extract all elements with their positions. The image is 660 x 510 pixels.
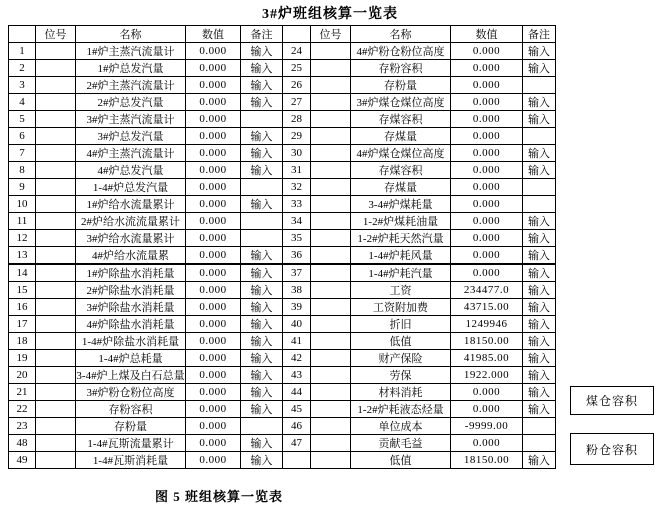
pos-cell xyxy=(36,299,76,316)
remark-cell: 输入 xyxy=(523,333,556,350)
name-cell: 3#炉给水流量累计 xyxy=(76,230,186,247)
remark-cell xyxy=(241,111,283,128)
remark-cell: 输入 xyxy=(241,350,283,367)
header-pos-left: 位号 xyxy=(36,26,76,43)
table-row xyxy=(9,94,556,111)
remark-cell: 输入 xyxy=(523,247,556,265)
name-cell: 3-4#炉上煤及白石总量 xyxy=(76,367,186,384)
table-row xyxy=(9,111,556,128)
value-cell[interactable]: 0.000 xyxy=(186,435,241,452)
row-number-cell: 23 xyxy=(9,418,36,435)
remark-cell: 输入 xyxy=(241,401,283,418)
pos-cell xyxy=(311,452,351,469)
table-row xyxy=(9,282,556,299)
header-value-left: 数值 xyxy=(186,26,241,43)
pos-cell xyxy=(36,452,76,469)
table-row xyxy=(9,247,556,265)
name-cell: 3#炉粉仓粉位高度 xyxy=(76,384,186,401)
table-row xyxy=(9,418,556,435)
pos-cell xyxy=(311,60,351,77)
pos-cell xyxy=(36,367,76,384)
pos-cell xyxy=(36,213,76,230)
remark-cell xyxy=(523,179,556,196)
remark-cell xyxy=(241,230,283,247)
header-blank-right xyxy=(283,26,311,43)
row-number-cell: 43 xyxy=(283,367,311,384)
header-value-right: 数值 xyxy=(451,26,523,43)
remark-cell: 输入 xyxy=(523,43,556,60)
row-number-cell: 29 xyxy=(283,128,311,145)
name-cell: 1-2#炉耗天然汽量 xyxy=(351,230,451,247)
remark-cell: 输入 xyxy=(523,230,556,247)
row-number-cell: 34 xyxy=(283,213,311,230)
pos-cell xyxy=(311,435,351,452)
remark-cell: 输入 xyxy=(241,333,283,350)
remark-cell: 输入 xyxy=(523,367,556,384)
remark-cell: 输入 xyxy=(523,316,556,333)
page-title: 3#炉班组核算一览表 xyxy=(262,7,398,22)
name-cell: 单位成本 xyxy=(351,418,451,435)
row-number-cell: 5 xyxy=(9,111,36,128)
name-cell: 1-4#炉除盐水消耗量 xyxy=(76,333,186,350)
value-cell[interactable]: 0.000 xyxy=(451,162,523,179)
name-cell: 1-2#炉煤耗油量 xyxy=(351,213,451,230)
pos-cell xyxy=(36,128,76,145)
value-cell[interactable]: 0.000 xyxy=(186,77,241,94)
remark-cell xyxy=(523,196,556,213)
remark-cell: 输入 xyxy=(523,94,556,111)
row-number-cell: 27 xyxy=(283,94,311,111)
remark-cell: 输入 xyxy=(241,299,283,316)
pos-cell xyxy=(36,418,76,435)
remark-cell: 输入 xyxy=(523,350,556,367)
remark-cell: 输入 xyxy=(523,111,556,128)
row-number-cell: 30 xyxy=(283,145,311,162)
name-cell: 4#炉除盐水消耗量 xyxy=(76,316,186,333)
remark-cell: 输入 xyxy=(241,247,283,265)
name-cell: 2#炉总发汽量 xyxy=(76,94,186,111)
table-row xyxy=(9,367,556,384)
name-cell: 3-4#炉煤耗量 xyxy=(351,196,451,213)
table-row xyxy=(9,162,556,179)
row-number-cell: 35 xyxy=(283,230,311,247)
value-cell[interactable]: 0.000 xyxy=(451,264,523,282)
pos-cell xyxy=(311,162,351,179)
powder-bunker-volume-button[interactable]: 粉仓容积 xyxy=(570,433,654,465)
value-cell[interactable]: 0.000 xyxy=(451,179,523,196)
pos-cell xyxy=(36,60,76,77)
value-cell[interactable]: 0.000 xyxy=(451,230,523,247)
remark-cell: 输入 xyxy=(523,452,556,469)
name-cell: 财产保险 xyxy=(351,350,451,367)
row-number-cell: 45 xyxy=(283,401,311,418)
table-row xyxy=(9,401,556,418)
coal-bunker-volume-button[interactable]: 煤仓容积 xyxy=(570,386,654,415)
value-cell[interactable]: 0.000 xyxy=(451,435,523,452)
remark-cell: 输入 xyxy=(241,196,283,213)
remark-cell xyxy=(523,435,556,452)
remark-cell: 输入 xyxy=(241,316,283,333)
pos-cell xyxy=(311,145,351,162)
pos-cell xyxy=(36,43,76,60)
row-number-cell: 46 xyxy=(283,418,311,435)
value-cell[interactable]: 0.000 xyxy=(186,43,241,60)
row-number-cell: 24 xyxy=(283,43,311,60)
remark-cell: 输入 xyxy=(241,367,283,384)
value-cell[interactable]: 0.000 xyxy=(186,196,241,213)
name-cell: 存粉容积 xyxy=(351,60,451,77)
remark-cell: 输入 xyxy=(241,162,283,179)
name-cell: 1-4#炉耗汽量 xyxy=(351,264,451,282)
row-number-cell: 48 xyxy=(9,435,36,452)
name-cell: 1-4#炉耗风量 xyxy=(351,247,451,265)
name-cell: 1-4#瓦斯消耗量 xyxy=(76,452,186,469)
row-number-cell: 40 xyxy=(283,316,311,333)
value-cell[interactable]: 0.000 xyxy=(451,213,523,230)
row-number-cell: 2 xyxy=(9,60,36,77)
pos-cell xyxy=(311,333,351,350)
header-remark-left: 备注 xyxy=(241,26,283,43)
value-cell[interactable]: 0.000 xyxy=(451,145,523,162)
name-cell: 劳保 xyxy=(351,367,451,384)
pos-cell xyxy=(36,282,76,299)
pos-cell xyxy=(36,435,76,452)
pos-cell xyxy=(36,401,76,418)
value-cell[interactable]: 0.000 xyxy=(451,43,523,60)
remark-cell xyxy=(241,213,283,230)
row-number-cell: 11 xyxy=(9,213,36,230)
value-cell[interactable]: 0.000 xyxy=(186,213,241,230)
value-cell[interactable]: 0.000 xyxy=(186,145,241,162)
name-cell: 4#炉主蒸汽流量计 xyxy=(76,145,186,162)
value-cell[interactable]: 0.000 xyxy=(186,401,241,418)
value-cell[interactable]: -9999.00 xyxy=(451,418,523,435)
value-cell[interactable]: 0.000 xyxy=(186,299,241,316)
remark-cell: 输入 xyxy=(241,384,283,401)
row-number-cell: 39 xyxy=(283,299,311,316)
name-cell: 3#炉除盐水消耗量 xyxy=(76,299,186,316)
row-number-cell: 22 xyxy=(9,401,36,418)
name-cell: 2#炉除盐水消耗量 xyxy=(76,282,186,299)
pos-cell xyxy=(311,299,351,316)
name-cell: 1-4#炉总耗量 xyxy=(76,350,186,367)
name-cell: 存煤量 xyxy=(351,128,451,145)
remark-cell: 输入 xyxy=(241,282,283,299)
name-cell: 存粉量 xyxy=(351,77,451,94)
pos-cell xyxy=(311,282,351,299)
row-number-cell: 20 xyxy=(9,367,36,384)
header-pos-right: 位号 xyxy=(311,26,351,43)
row-number-cell: 16 xyxy=(9,299,36,316)
remark-cell xyxy=(241,179,283,196)
pos-cell xyxy=(311,94,351,111)
row-number-cell: 44 xyxy=(283,384,311,401)
name-cell: 材料消耗 xyxy=(351,384,451,401)
remark-cell: 输入 xyxy=(241,264,283,282)
value-cell[interactable]: 0.000 xyxy=(186,333,241,350)
row-number-cell: 12 xyxy=(9,230,36,247)
table-row xyxy=(9,264,556,282)
name-cell: 低值 xyxy=(351,333,451,350)
row-number-cell: 36 xyxy=(283,247,311,265)
remark-cell: 输入 xyxy=(241,43,283,60)
value-cell[interactable]: 0.000 xyxy=(186,418,241,435)
pos-cell xyxy=(36,94,76,111)
pos-cell xyxy=(36,316,76,333)
table-row xyxy=(9,333,556,350)
value-cell[interactable]: 18150.00 xyxy=(451,333,523,350)
row-number-cell: 10 xyxy=(9,196,36,213)
value-cell[interactable]: 0.000 xyxy=(451,94,523,111)
name-cell: 低值 xyxy=(351,452,451,469)
name-cell: 存煤量 xyxy=(351,179,451,196)
name-cell: 3#炉煤仓煤位高度 xyxy=(351,94,451,111)
table-row xyxy=(9,128,556,145)
pos-cell xyxy=(311,128,351,145)
remark-cell: 输入 xyxy=(523,401,556,418)
table-body xyxy=(9,43,556,469)
remark-cell: 输入 xyxy=(241,77,283,94)
name-cell: 工资附加费 xyxy=(351,299,451,316)
remark-cell xyxy=(523,128,556,145)
row-number-cell: 18 xyxy=(9,333,36,350)
row-number-cell: 42 xyxy=(283,350,311,367)
table-row xyxy=(9,384,556,401)
row-number-cell: 15 xyxy=(9,282,36,299)
pos-cell xyxy=(36,333,76,350)
value-cell[interactable]: 1249946 xyxy=(451,316,523,333)
pos-cell xyxy=(311,213,351,230)
pos-cell xyxy=(311,418,351,435)
name-cell: 1#炉除盐水消耗量 xyxy=(76,264,186,282)
value-cell[interactable]: 0.000 xyxy=(186,350,241,367)
name-cell: 3#炉总发汽量 xyxy=(76,128,186,145)
value-cell[interactable]: 0.000 xyxy=(186,384,241,401)
value-cell[interactable]: 0.000 xyxy=(186,230,241,247)
header-name-right: 名称 xyxy=(351,26,451,43)
value-cell[interactable]: 0.000 xyxy=(186,111,241,128)
pos-cell xyxy=(36,162,76,179)
pos-cell xyxy=(36,350,76,367)
name-cell: 存粉容积 xyxy=(76,401,186,418)
name-cell: 1-4#炉总发汽量 xyxy=(76,179,186,196)
table-row xyxy=(9,43,556,60)
figure-caption: 图 5 班组核算一览表 xyxy=(155,489,284,504)
pos-cell xyxy=(36,247,76,265)
row-number-cell: 31 xyxy=(283,162,311,179)
value-cell[interactable]: 234477.0 xyxy=(451,282,523,299)
table-header-row xyxy=(9,26,556,43)
row-number-cell: 14 xyxy=(9,264,36,282)
value-cell[interactable]: 0.000 xyxy=(186,162,241,179)
pos-cell xyxy=(36,196,76,213)
name-cell: 工资 xyxy=(351,282,451,299)
row-number-cell: 8 xyxy=(9,162,36,179)
row-number-cell: 7 xyxy=(9,145,36,162)
value-cell[interactable]: 0.000 xyxy=(451,77,523,94)
remark-cell: 输入 xyxy=(241,94,283,111)
value-cell[interactable]: 0.000 xyxy=(186,264,241,282)
pos-cell xyxy=(36,230,76,247)
name-cell: 4#炉给水流量累 xyxy=(76,247,186,265)
row-number-cell: 32 xyxy=(283,179,311,196)
remark-cell: 输入 xyxy=(523,213,556,230)
pos-cell xyxy=(311,230,351,247)
value-cell[interactable]: 18150.00 xyxy=(451,452,523,469)
row-number-cell: 17 xyxy=(9,316,36,333)
row-number-cell: 37 xyxy=(283,264,311,282)
table-row xyxy=(9,350,556,367)
pos-cell xyxy=(311,384,351,401)
name-cell: 存粉量 xyxy=(76,418,186,435)
pos-cell xyxy=(36,179,76,196)
remark-cell: 输入 xyxy=(523,264,556,282)
name-cell: 1#炉主蒸汽流量计 xyxy=(76,43,186,60)
value-cell[interactable]: 0.000 xyxy=(186,452,241,469)
value-cell[interactable]: 0.000 xyxy=(186,247,241,265)
value-cell[interactable]: 0.000 xyxy=(186,60,241,77)
accounting-table xyxy=(8,25,556,469)
name-cell: 1-4#瓦斯流量累计 xyxy=(76,435,186,452)
remark-cell: 输入 xyxy=(523,145,556,162)
row-number-cell: 25 xyxy=(283,60,311,77)
value-cell[interactable]: 0.000 xyxy=(451,247,523,265)
name-cell: 折旧 xyxy=(351,316,451,333)
pos-cell xyxy=(311,401,351,418)
pos-cell xyxy=(36,145,76,162)
value-cell[interactable]: 0.000 xyxy=(451,111,523,128)
row-number-cell: 3 xyxy=(9,77,36,94)
name-cell: 4#炉总发汽量 xyxy=(76,162,186,179)
pos-cell xyxy=(311,316,351,333)
name-cell: 3#炉主蒸汽流量计 xyxy=(76,111,186,128)
pos-cell xyxy=(36,77,76,94)
table-row xyxy=(9,179,556,196)
remark-cell: 输入 xyxy=(241,60,283,77)
value-cell[interactable]: 0.000 xyxy=(186,316,241,333)
value-cell[interactable]: 0.000 xyxy=(186,367,241,384)
pos-cell xyxy=(36,384,76,401)
remark-cell xyxy=(241,418,283,435)
name-cell: 1#炉给水流量累计 xyxy=(76,196,186,213)
row-number-cell: 6 xyxy=(9,128,36,145)
value-cell[interactable]: 0.000 xyxy=(451,384,523,401)
remark-cell: 输入 xyxy=(523,299,556,316)
row-number-cell: 41 xyxy=(283,333,311,350)
remark-cell: 输入 xyxy=(241,435,283,452)
table-row xyxy=(9,60,556,77)
pos-cell xyxy=(311,350,351,367)
remark-cell: 输入 xyxy=(523,60,556,77)
row-number-cell: 9 xyxy=(9,179,36,196)
value-cell[interactable]: 0.000 xyxy=(451,196,523,213)
name-cell: 贡献毛益 xyxy=(351,435,451,452)
name-cell: 1#炉总发汽量 xyxy=(76,60,186,77)
pos-cell xyxy=(311,247,351,265)
name-cell: 2#炉给水流流量累计 xyxy=(76,213,186,230)
value-cell[interactable]: 41985.00 xyxy=(451,350,523,367)
table-row xyxy=(9,435,556,452)
remark-cell: 输入 xyxy=(523,282,556,299)
header-remark-right: 备注 xyxy=(523,26,556,43)
value-cell[interactable]: 0.000 xyxy=(451,401,523,418)
table-row xyxy=(9,196,556,213)
value-cell[interactable]: 0.000 xyxy=(186,94,241,111)
table-row xyxy=(9,316,556,333)
name-cell: 存煤容积 xyxy=(351,162,451,179)
name-cell: 2#炉主蒸汽流量计 xyxy=(76,77,186,94)
value-cell[interactable]: 43715.00 xyxy=(451,299,523,316)
table-row xyxy=(9,145,556,162)
remark-cell xyxy=(523,418,556,435)
header-name-left: 名称 xyxy=(76,26,186,43)
pos-cell xyxy=(311,77,351,94)
value-cell[interactable]: 0.000 xyxy=(186,282,241,299)
row-number-cell: 38 xyxy=(283,282,311,299)
row-number-cell xyxy=(283,452,311,469)
name-cell: 存煤容积 xyxy=(351,111,451,128)
table-row xyxy=(9,452,556,469)
value-cell[interactable]: 0.000 xyxy=(186,179,241,196)
row-number-cell: 19 xyxy=(9,350,36,367)
header-blank-left xyxy=(9,26,36,43)
remark-cell: 输入 xyxy=(523,384,556,401)
row-number-cell: 4 xyxy=(9,94,36,111)
pos-cell xyxy=(311,111,351,128)
pos-cell xyxy=(311,264,351,282)
remark-cell: 输入 xyxy=(241,128,283,145)
value-cell[interactable]: 0.000 xyxy=(451,128,523,145)
row-number-cell: 26 xyxy=(283,77,311,94)
table-row xyxy=(9,230,556,247)
pos-cell xyxy=(311,196,351,213)
row-number-cell: 47 xyxy=(283,435,311,452)
remark-cell: 输入 xyxy=(523,162,556,179)
row-number-cell: 1 xyxy=(9,43,36,60)
row-number-cell: 13 xyxy=(9,247,36,265)
value-cell[interactable]: 0.000 xyxy=(186,128,241,145)
table-row xyxy=(9,213,556,230)
pos-cell xyxy=(311,179,351,196)
row-number-cell: 33 xyxy=(283,196,311,213)
table-row xyxy=(9,77,556,94)
remark-cell: 输入 xyxy=(241,145,283,162)
value-cell[interactable]: 1922.000 xyxy=(451,367,523,384)
row-number-cell: 21 xyxy=(9,384,36,401)
value-cell[interactable]: 0.000 xyxy=(451,60,523,77)
row-number-cell: 49 xyxy=(9,452,36,469)
row-number-cell: 28 xyxy=(283,111,311,128)
pos-cell xyxy=(36,264,76,282)
remark-cell: 输入 xyxy=(241,452,283,469)
pos-cell xyxy=(311,43,351,60)
pos-cell xyxy=(311,367,351,384)
pos-cell xyxy=(36,111,76,128)
table-row xyxy=(9,299,556,316)
name-cell: 4#炉煤仓煤位高度 xyxy=(351,145,451,162)
remark-cell xyxy=(523,77,556,94)
name-cell: 1-2#炉耗液态烃量 xyxy=(351,401,451,418)
name-cell: 4#炉粉仓粉位高度 xyxy=(351,43,451,60)
